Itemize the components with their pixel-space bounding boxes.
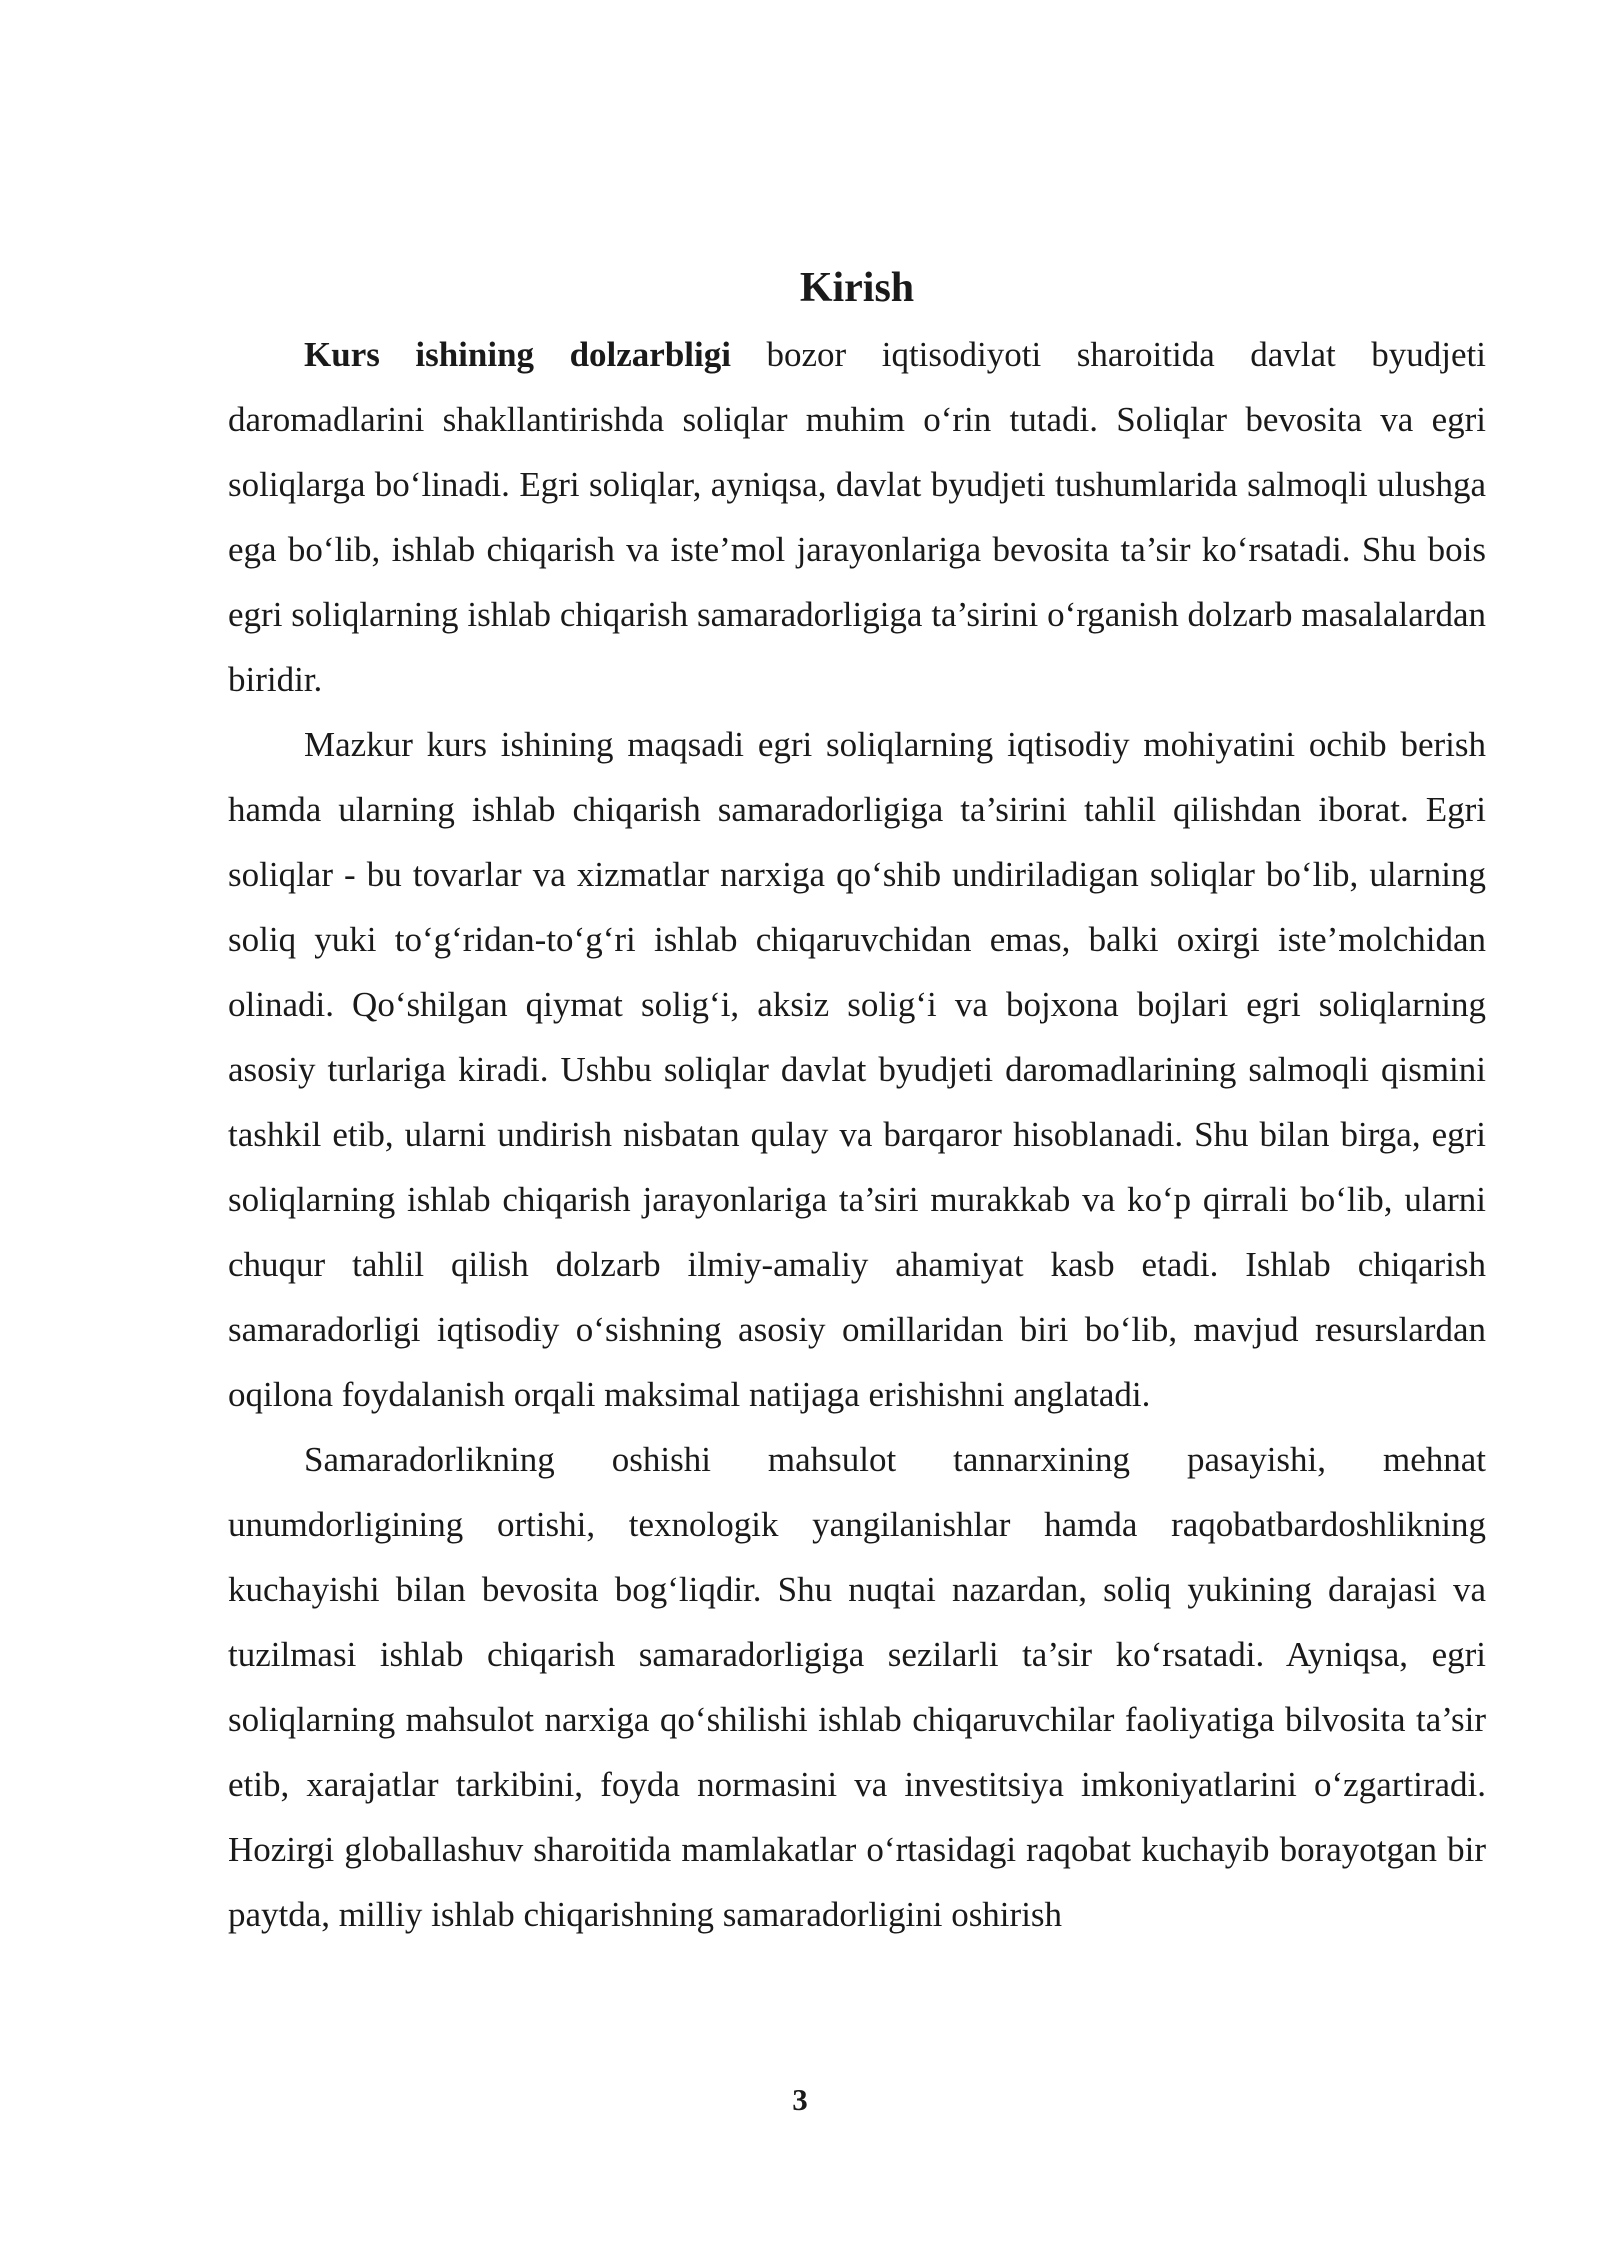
paragraph-purpose [228,712,1486,1427]
paragraph-text: bozor iqtisodiyoti sharoitida davlat byudjeti daromadlarini shakllantirishda soliqlar muhim o‘rin tutadi. Soliqlar bevosita va egri soliqlarga bo‘linadi. Egri soliqlar, ayniqsa, davlat byudjeti tushumlarida salmoqli ulushga ega bo‘lib, ishlab chiqarish va iste’mol jarayonlariga bevosita ta’sir ko‘rsatadi. Shu bois egri soliqlarning ishlab chiqarish samaradorligiga ta’sirini o‘rganish dolzarb masalalardan biridir. [228,335,1486,699]
paragraph-lead-term: Kurs ishining dolzarbligi [304,335,731,374]
page-number: 3 [792,2082,808,2117]
paragraph-text: Mazkur kurs ishining maqsadi egri soliqlarning iqtisodiy mohiyatini ochib berish hamda ularning ishlab chiqarish samaradorligiga ta’sirini tahlil qilishdan iborat. Egri soliqlar - bu tovarlar va xizmatlar narxiga qo‘shib undiriladigan soliqlar bo‘lib, ularning soliq yuki to‘g‘ridan-to‘g‘ri ishlab chiqaruvchidan emas, balki oxirgi iste’molchidan olinadi. Qo‘shilgan qiymat solig‘i, aksiz solig‘i va bojxona bojlari egri soliqlarning asosiy turlariga kiradi. Ushbu soliqlar davlat byudjeti daromadlarining salmoqli qismini tashkil etib, ularni undirish nisbatan qulay va barqaror hisoblanadi. Shu bilan birga, egri soliqlarning ishlab chiqarish jarayonlariga ta’siri murakkab va ko‘p qirrali bo‘lib, ularni chuqur tahlil qilish dolzarb ilmiy-amaliy ahamiyat kasb etadi. Ishlab chiqarish samaradorligi iqtisodiy o‘sishning asosiy omillaridan biri bo‘lib, mavjud resurslardan oqilona foydalanish orqali maksimal natijaga erishishni anglatadi. [228,725,1486,1414]
paragraph-text: Samaradorlikning oshishi mahsulot tannarxining pasayishi, mehnat unumdorligining ortishi, texnologik yangilanishlar hamda raqobatbardoshlikning kuchayishi bilan bevosita bog‘liqdir. Shu nuqtai nazardan, soliq yukining darajasi va tuzilmasi ishlab chiqarish samaradorligiga sezilarli ta’sir ko‘rsatadi. Ayniqsa, egri soliqlarning mahsulot narxiga qo‘shilishi ishlab chiqaruvchilar faoliyatiga bilvosita ta’sir etib, xarajatlar tarkibini, foyda normasini va investitsiya imkoniyatlarini o‘zgartiradi. Hozirgi globallashuv sharoitida mamlakatlar o‘rtasidagi raqobat kuchayib borayotgan bir paytda, milliy ishlab chiqarishning samaradorligini oshirish [228,1440,1486,1934]
paragraph-efficiency [228,1427,1486,1947]
document-page [228,258,1486,1947]
paragraph-relevance [228,322,1486,712]
section-title: Kirish [799,265,915,311]
